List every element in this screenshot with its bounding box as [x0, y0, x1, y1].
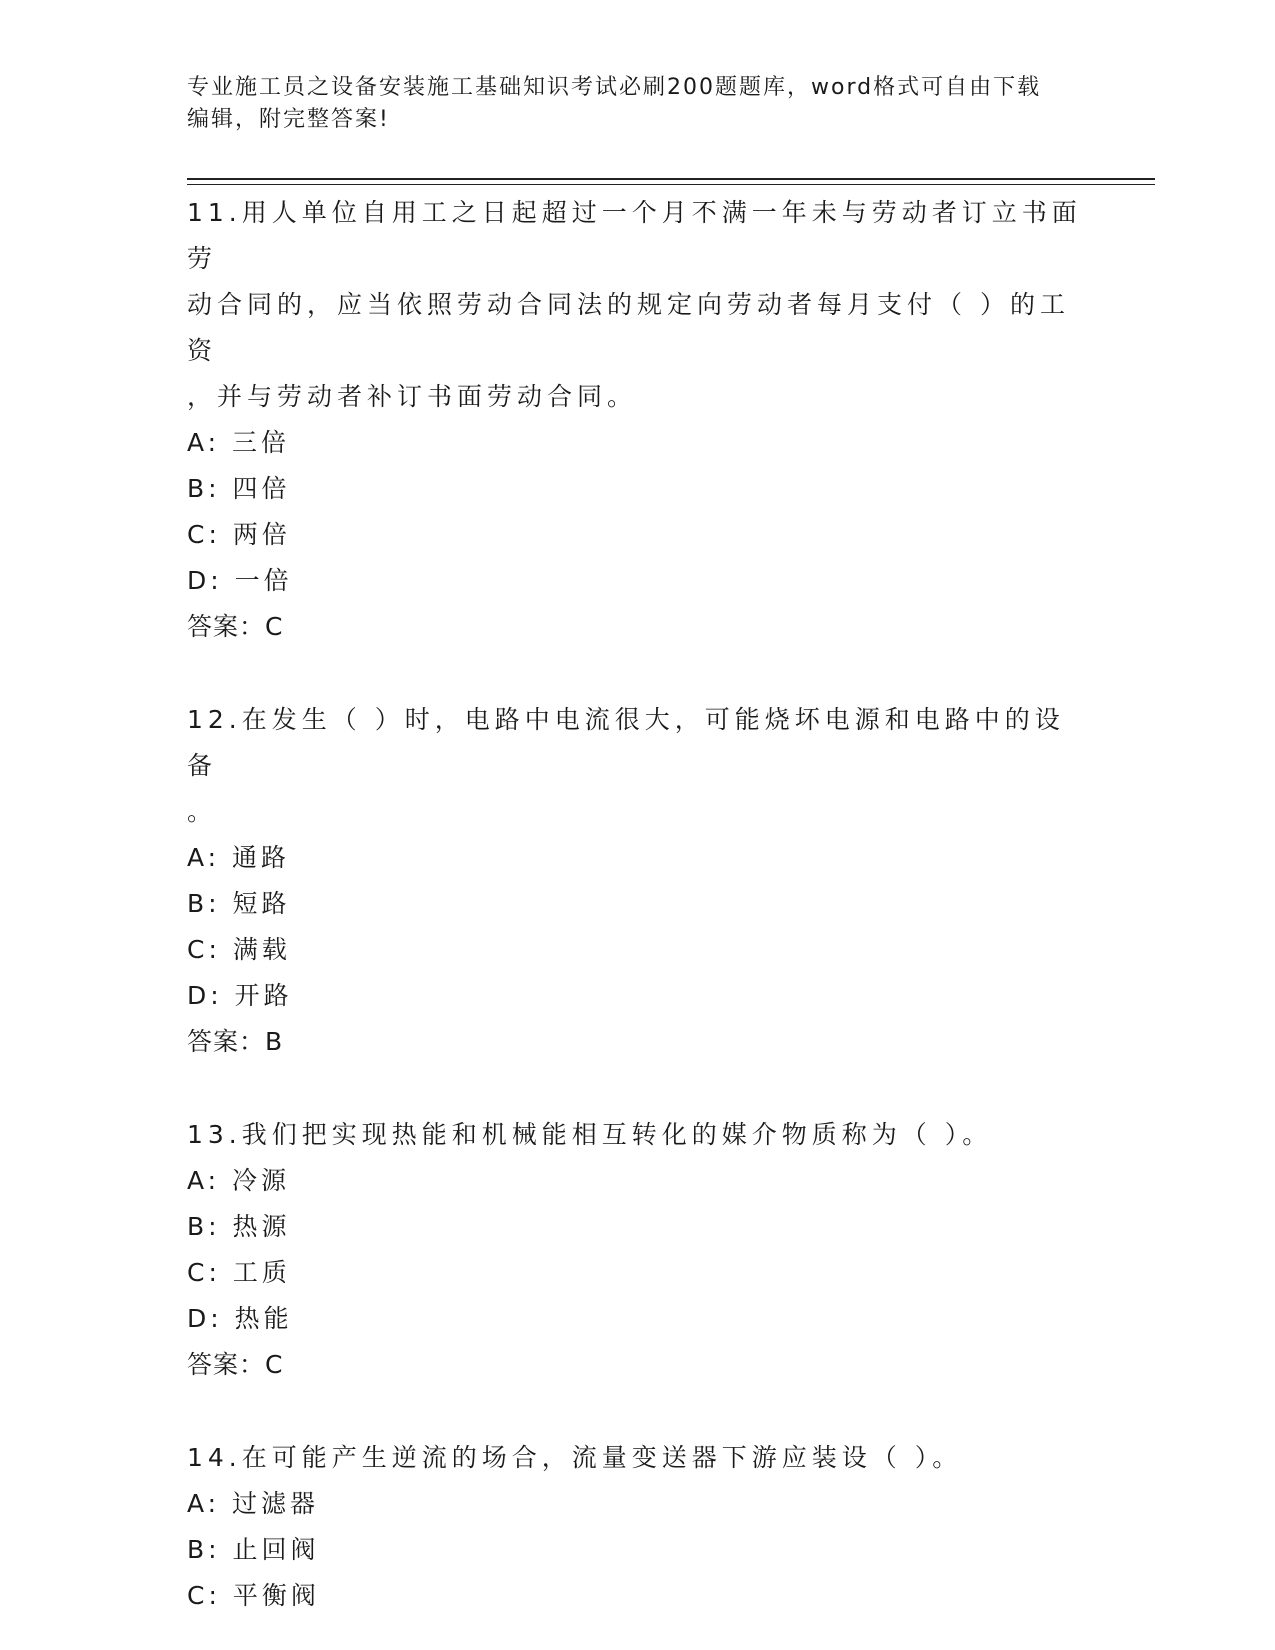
header-divider-thin: [187, 184, 1155, 185]
option-b: B: 止回阀: [187, 1535, 320, 1564]
answer-label: 答案：: [187, 612, 266, 641]
question-text-line: 14.在可能产生逆流的场合，流量变送器下游应装设（ ）。: [187, 1443, 963, 1472]
question-text-line: 13.我们把实现热能和机械能相互转化的媒介物质称为（ ）。: [187, 1120, 993, 1149]
question-text-line: 11.用人单位自用工之日起超过一个月不满一年未与劳动者订立书面劳: [187, 198, 1082, 273]
option-b: B: 短路: [187, 889, 291, 918]
answer-line: [187, 1019, 1087, 1065]
answer-line: [187, 604, 1087, 650]
option-a: A: 三倍: [187, 428, 291, 457]
question-text-line: ，并与劳动者补订书面劳动合同。: [187, 382, 638, 411]
answer-value: B: [265, 1027, 284, 1056]
option-d: D: 开路: [187, 981, 293, 1010]
answer-value: C: [265, 1350, 284, 1379]
question-text-line: 12.在发生（ ）时，电路中电流很大，可能烧坏电源和电路中的设备: [187, 705, 1065, 780]
question-list: [187, 190, 1087, 1619]
answer-label: 答案：: [187, 1027, 266, 1056]
question-11: [187, 190, 1087, 650]
option-d: D: 热能: [187, 1304, 293, 1333]
option-b: B: 热源: [187, 1212, 291, 1241]
option-d: D: 一倍: [187, 566, 293, 595]
option-c: C: 平衡阀: [187, 1581, 320, 1610]
answer-value: C: [265, 612, 284, 641]
answer-line: [187, 1342, 1087, 1388]
document-header: [187, 72, 1067, 136]
header-divider-thick: [187, 178, 1155, 180]
question-text-line: 动合同的，应当依照劳动合同法的规定向劳动者每月支付（ ）的工资: [187, 290, 1070, 365]
question-12: [187, 697, 1087, 1065]
option-c: C: 两倍: [187, 520, 291, 549]
option-a: A: 冷源: [187, 1166, 291, 1195]
option-c: C: 满载: [187, 935, 291, 964]
question-text-line: 。: [187, 797, 218, 826]
question-13: [187, 1112, 1087, 1388]
header-line-2: 编辑，附完整答案!: [187, 107, 390, 132]
option-c: C: 工质: [187, 1258, 291, 1287]
header-line-1: 专业施工员之设备安装施工基础知识考试必刷200题题库，word格式可自由下载: [187, 75, 1042, 100]
option-a: A: 通路: [187, 843, 291, 872]
question-14: [187, 1435, 1087, 1619]
option-b: B: 四倍: [187, 474, 291, 503]
option-a: A: 过滤器: [187, 1489, 320, 1518]
answer-label: 答案：: [187, 1350, 266, 1379]
